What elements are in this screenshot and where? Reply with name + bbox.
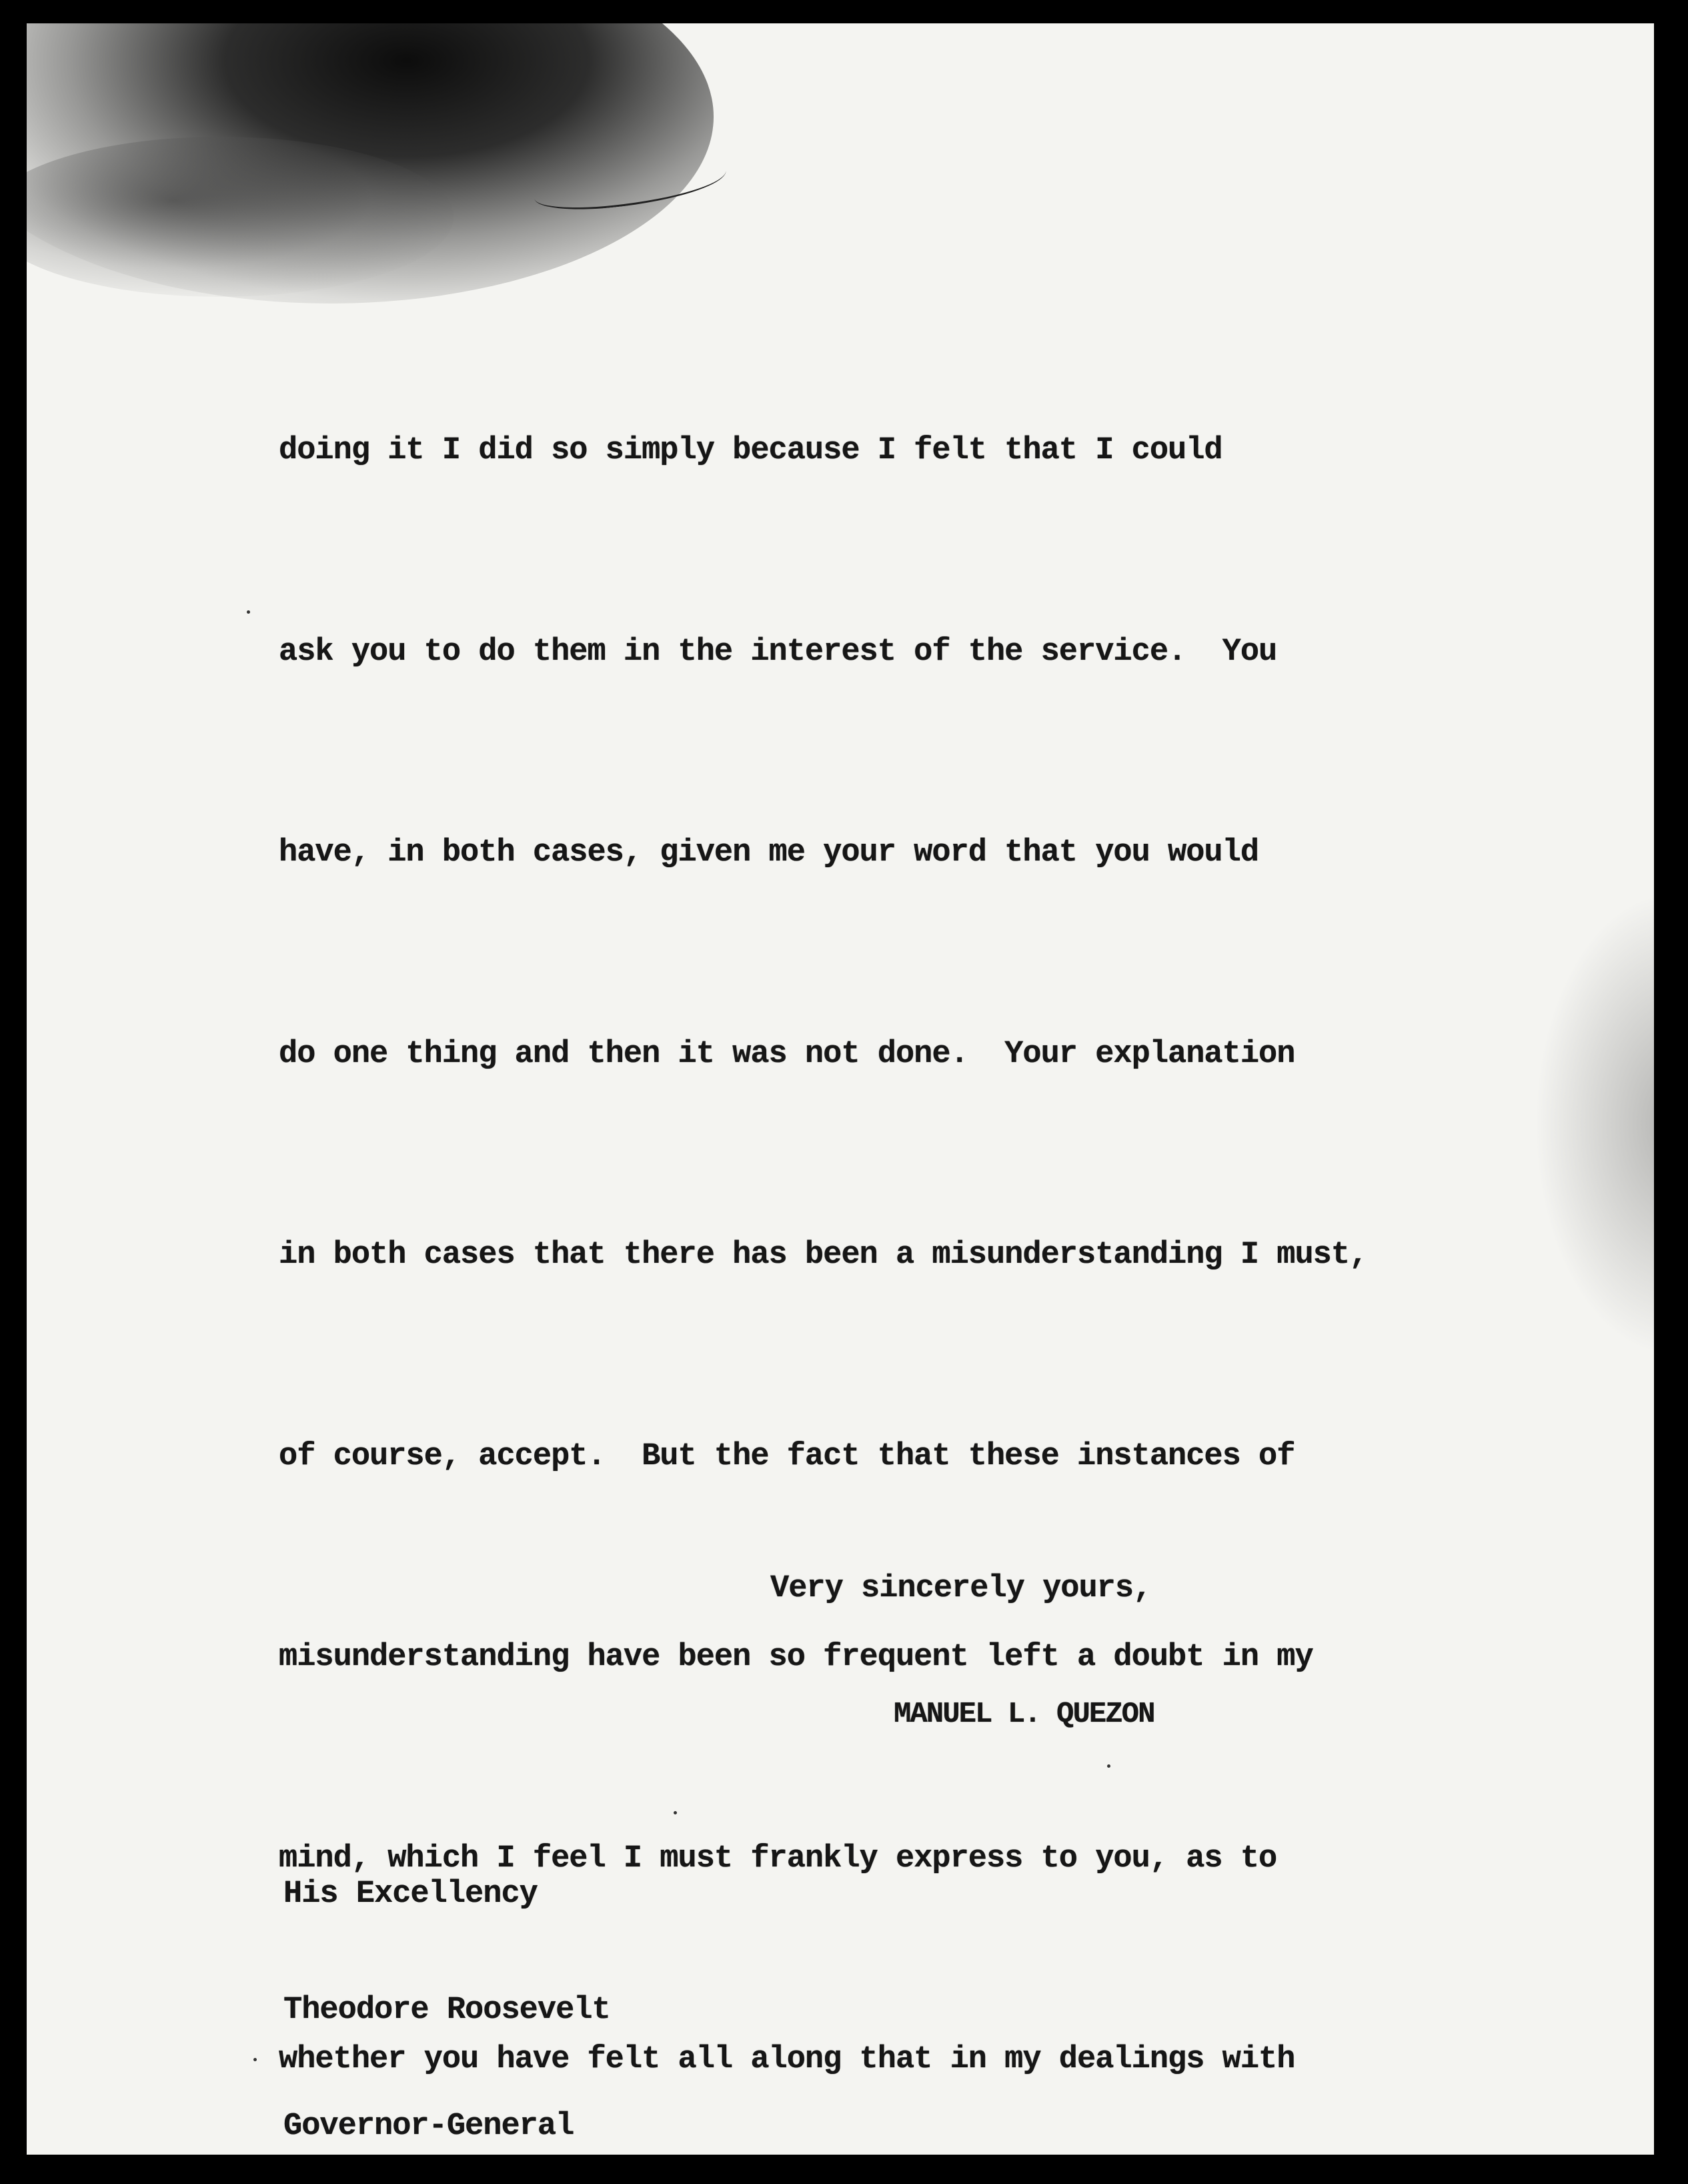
paper-speck [247,610,250,614]
paper-speck [253,2058,257,2061]
letter-page [27,23,1654,2155]
address-line: His Excellency [283,1876,538,1912]
body-line: ask you to do them in the interest of the service. You [279,634,1277,670]
body-line: mind, which I feel I must frankly express to you, as to [279,1840,1277,1876]
paper-speck [1107,1764,1110,1768]
letter-closing: Very sincerely yours, [770,1571,1152,1606]
body-line: misunderstanding have been so frequent left a doubt in my [279,1640,1313,1675]
address-line: Theodore Roosevelt [283,1993,610,2028]
paper-speck [674,1811,677,1814]
recipient-address [283,1798,610,2155]
signature-name: MANUEL L. QUEZON [894,1698,1154,1731]
address-line: Governor-General [283,2109,574,2144]
body-line: in both cases that there has been a misunderstanding I must, [279,1237,1368,1273]
paper-shadow [1534,891,1654,1357]
body-line: doing it I did so simply because I felt that I could [279,433,1222,468]
body-line: whether you have felt all along that in my dealings with [279,2042,1295,2077]
body-line: have, in both cases, given me your word that you would [279,835,1259,871]
body-line: do one thing and then it was not done. Your explanation [279,1036,1295,1072]
body-line: of course, accept. But the fact that these instances of [279,1438,1295,1474]
